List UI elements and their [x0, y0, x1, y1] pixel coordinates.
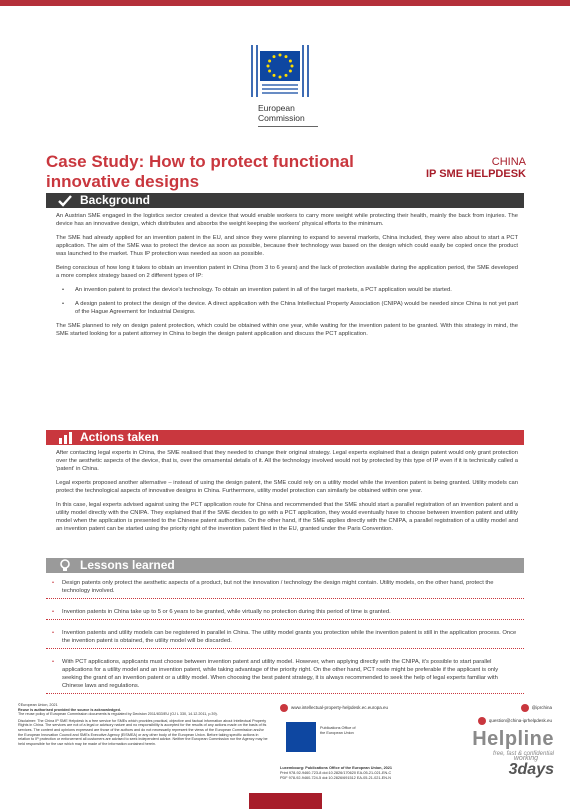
ec-wordmark	[258, 103, 305, 123]
bar-chart-icon	[56, 430, 74, 445]
title-line1: Case Study: How to protect functional	[46, 152, 354, 171]
lessons-heading	[46, 558, 524, 573]
twitter-icon	[521, 704, 529, 712]
actions-body	[56, 449, 518, 539]
lesson-bullet: •	[52, 609, 55, 615]
lessons-heading-label: Lessons learned	[80, 558, 175, 572]
lesson-item	[46, 626, 524, 649]
website-url[interactable]: www.intellectual-property-helpdesk.ec.europa.eu	[291, 705, 389, 711]
lesson-text: Invention patents and utility models can be registered in parallel in China. The utility model grants you protection while the invention patent is still in the application process. Once the invention patent is obtained, the utility model will be discarded.	[62, 630, 517, 644]
disclaimer: Disclaimer: The China IP SME Helpdesk is a free service for SMEs which provides practical, objective and factual information about Intellectual Property Rights in China. The services are not of a legal or advisory nature and no responsibility is accepted for the results of any actions made on the basis of its services. The content and opinions expressed are those of the authors and do not necessarily represent the views of the European Commission and/or the European Innovation Council and SMEs Executive Agency (EISMEA) or any other body of the European Union. Before taking specific actions in relation to IP protection or enforcement all customers are advised to seek independent advice. Neither the European Commission nor the Agency may be held responsible for the use which may be made of the information contained herein.	[18, 718, 268, 746]
helpline-days: 3days	[508, 761, 554, 778]
bulb-icon	[56, 558, 74, 573]
lesson-bullet: •	[52, 630, 55, 636]
background-heading	[46, 193, 524, 208]
helpline-logo	[472, 728, 554, 778]
helpline-working: working	[513, 755, 538, 762]
title-line2: innovative designs	[46, 172, 200, 191]
publications-office-name: Publications Office of the European Union	[320, 726, 356, 735]
actions-paragraph: After contacting legal experts in China, the SME realised that they needed to change their original strategy. Legal experts explained that a design patent would only grant protection over the aesthetic aspects of the device, that is, over the ornamental details of it. All the technology involved would not by protected by this type of IP even if it is technically called a 'patent' in China.	[56, 450, 518, 472]
print-isbn: Print 978-92-9460-723-8 doi:10.2826/170620 EA-05-21-021-EN-C	[280, 771, 392, 776]
background-bullet: • An invention patent to protect the device's technology. To obtain an invention patent in all of the target markets, a PCT application would be started.	[56, 286, 518, 294]
helpline-word: Helpline	[472, 728, 554, 750]
lesson-item	[46, 655, 524, 694]
lesson-text: With PCT applications, applicants must choose between invention patent and utility model. However, when applying directly with the CNIPA, it's possible to start parallel applications for a utility model and an invention patent, while taking advantage of the priority right. On the other hand, PCT route might be preferable if the applicant is only seeking the grant of an invention patent or a utility model. When choosing the best patent strategy, it is always recommended to seek the help of legal experts familiar with Chinese laws and regulations.	[62, 659, 499, 689]
ec-underline	[258, 126, 318, 127]
ec-building-icon	[248, 43, 312, 99]
background-paragraph: Being conscious of how long it takes to obtain an invention patent in China (from 3 to 6 years) and the lack of protection available during the application period, the SME developed a more complex strategy based on 2 different types of IP:	[56, 265, 518, 279]
publication-details	[280, 766, 470, 782]
page-title	[46, 152, 376, 192]
ec-wordmark-line2: Commission	[258, 113, 305, 123]
footer-legal	[18, 703, 268, 746]
lesson-bullet: •	[52, 659, 55, 665]
background-paragraph: An Austrian SME engaged in the logistics sector created a device that would enable workers to carry more weight while protecting their health, mainly the back from injuries. The device has an innovative design, which distributes and absorbs the weight keeping the workers' physical efforts to the minimum.	[56, 213, 518, 227]
background-bullet: • A design patent to protect the design of the device. A direct application with the China Intellectual Property Association (CNIPA) would be needed since China is not yet part of the Hague Agreement for Industrial Designs.	[56, 300, 518, 316]
lesson-text: Invention patents in China take up to 5 or 6 years to be granted, while virtually no protection during this period of time is granted.	[62, 609, 391, 615]
actions-paragraph: In this case, legal experts advised against using the PCT application route for China and recommended that the SME should start a parallel registration of an invention patent and a utility model directly with the CNIPA. They explained that if the SME decides to go with a PCT application, they would eventually have to choose between invention patent and utility model when the application is presented to the Chinese patent authorities. On the other hand, if the SME applies directly with the CNIPA, a parallel registration of a utility model and an invention patent can be started using the priority right of the invention patent filed in the EU, granted under the Paris Convention.	[56, 502, 518, 532]
european-commission-logo	[248, 43, 326, 143]
email-link[interactable]	[478, 717, 552, 725]
helpline-tagline: free, fast & confidential	[492, 751, 554, 757]
bottom-accent-bar	[249, 793, 322, 809]
helpdesk-line2: IP SME HELPDESK	[425, 168, 526, 180]
lessons-list	[46, 576, 524, 700]
globe-icon	[280, 704, 288, 712]
lesson-item	[46, 605, 524, 620]
twitter-handle[interactable]: @iprchina	[531, 705, 552, 711]
actions-paragraph: Legal experts proposed another alternative – instead of using the design patent, the SME could rely on a utility model while the invention patent is being granted. Utility models can protect the technological aspects of innovative designs in China. Furthermore, utility model protection can similarly be obtained within one year.	[56, 480, 518, 494]
reuse-note: Reuse is authorised provided the source is acknowledged.	[18, 707, 121, 712]
copyright: ©European Union, 2021	[18, 703, 58, 707]
email-address[interactable]: question@china-iprhelpdesk.eu	[488, 718, 552, 724]
background-paragraph: The SME had already applied for an invention patent in the EU, and since they were planning to expand to several markets, China included, they were also about to start a PCT application. The aim of the SME was to protect the device as soon as possible, because their technology was based on the design which could easily be copied once the product was launched to the market. Thus IP protection was needed as soon as possible.	[56, 235, 518, 257]
check-icon	[56, 193, 74, 208]
helpdesk-line1: CHINA	[491, 156, 526, 168]
publications-office-logo	[286, 722, 316, 752]
top-accent-bar	[0, 0, 570, 6]
actions-heading	[46, 430, 524, 445]
reuse-policy: The reuse policy of European Commission documents is regulated by Decision 2011/833/EU (OJ L 330, 14.12.2011, p.39).	[18, 712, 218, 717]
actions-heading-label: Actions taken	[80, 430, 159, 444]
lesson-item	[46, 576, 524, 599]
background-body	[56, 212, 518, 344]
lux-line: Luxembourg: Publications Office of the European Union, 2021	[280, 766, 393, 770]
twitter-link[interactable]	[521, 704, 552, 712]
background-heading-label: Background	[80, 193, 151, 207]
helpdesk-label	[426, 156, 526, 180]
mail-icon	[478, 717, 486, 725]
website-link[interactable]	[280, 704, 388, 712]
lesson-bullet: •	[52, 580, 55, 586]
lesson-text: Design patents only protect the aesthetic aspects of a product, but not the innovation / technology the design might contain. Utility models, on the other hand, protect the technology involved.	[62, 580, 494, 594]
background-paragraph: The SME planned to rely on design patent protection, which could be obtained within one year, while waiting for the invention patent to be granted. With this strategy in mind, the SME started looking for a patent attorney in China to begin the design patent application and discuss the PCT application.	[56, 323, 518, 337]
pdf-isbn: PDF 978-92-9460-724-5 doi:10.2826/691512 EA-05-21-021-EN-N	[280, 776, 392, 781]
ec-wordmark-line1: European	[258, 103, 295, 113]
